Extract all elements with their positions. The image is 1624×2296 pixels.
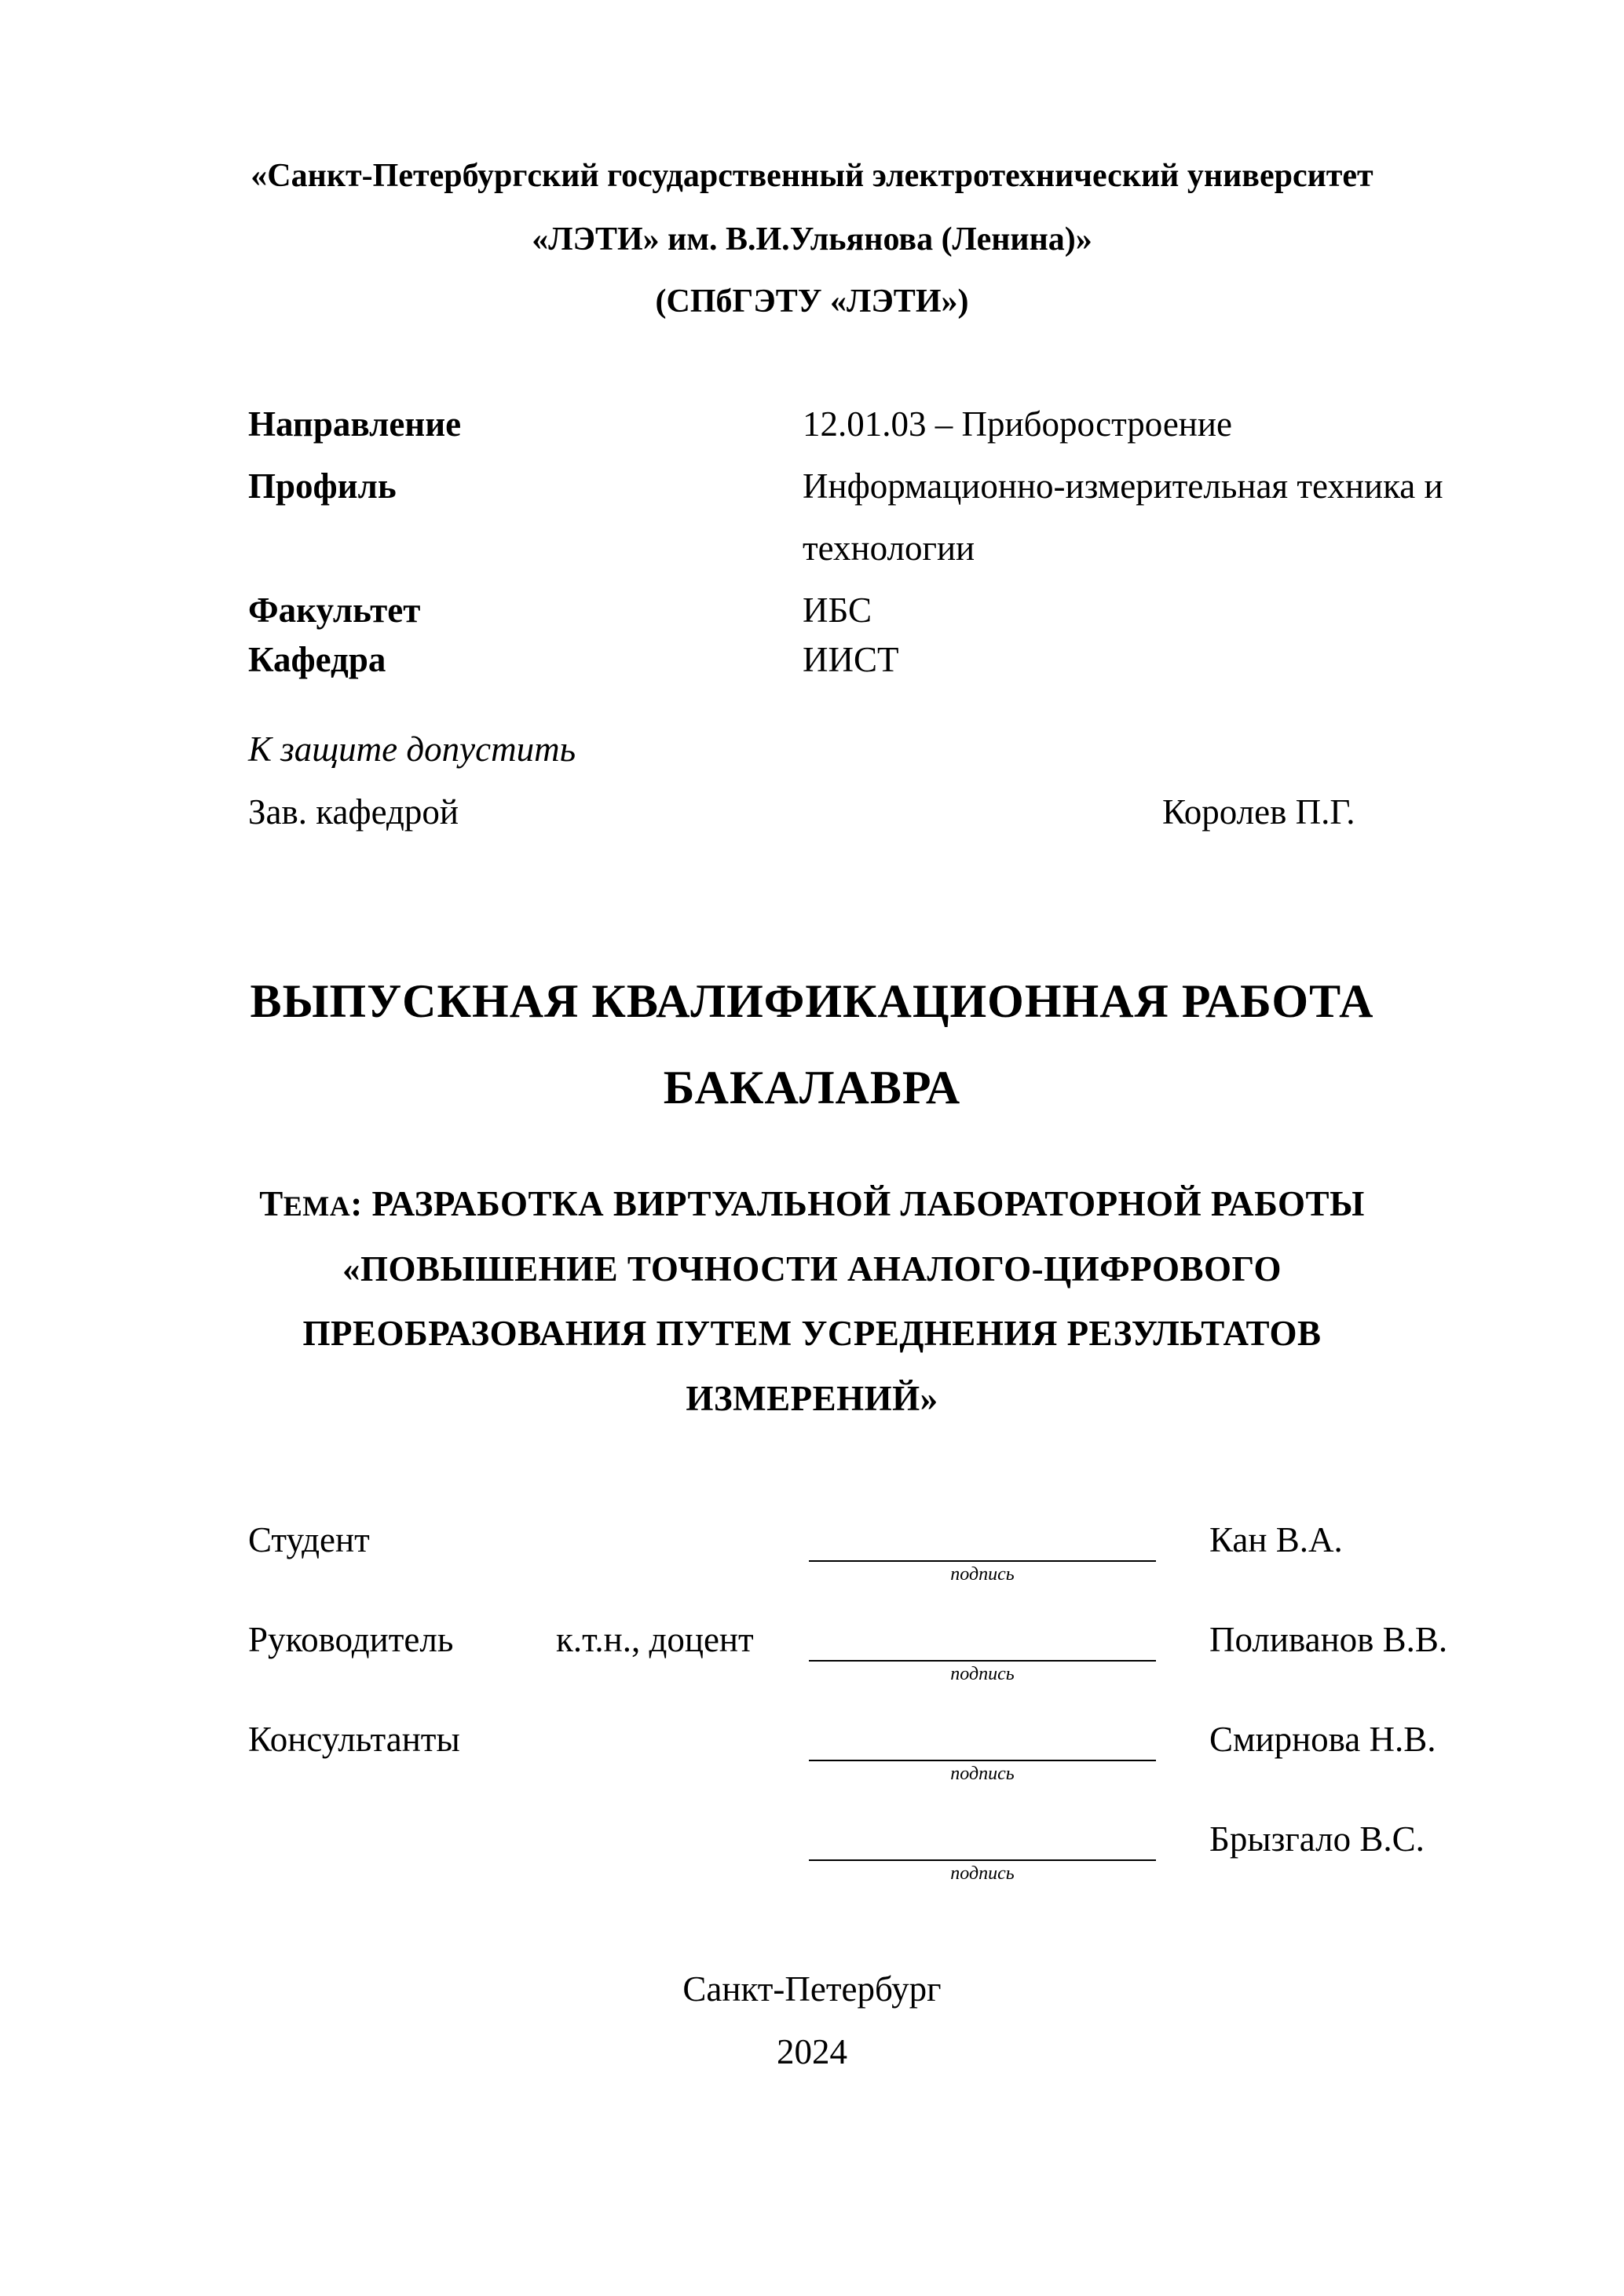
profile-value-line2: технологии: [803, 528, 975, 568]
work-title-line2: БАКАЛАВРА: [663, 1062, 961, 1113]
faculty-value: ИБС: [803, 590, 872, 630]
institution-name-line1: «Санкт-Петербургский государственный электротехнический университет: [251, 158, 1373, 194]
profile-label: Профиль: [248, 466, 397, 506]
signature-caption: подпись: [950, 1764, 1015, 1784]
institution-abbrev: (СПбГЭТУ «ЛЭТИ»): [655, 283, 969, 320]
signature-role-supervisor: Руководитель: [248, 1620, 454, 1659]
signature-line-consultant-2: [809, 1859, 1156, 1861]
signature-line-supervisor: [809, 1660, 1156, 1662]
topic-prefix-initial: Т: [259, 1184, 283, 1223]
head-of-department-label: Зав. кафедрой: [248, 792, 459, 832]
direction-value: 12.01.03 – Приборостроение: [803, 404, 1232, 444]
admission-note: К защите допустить: [248, 729, 576, 769]
signature-line-consultant-1: [809, 1760, 1156, 1761]
signature-name-supervisor: Поливанов В.В.: [1209, 1620, 1448, 1659]
topic-line1-text: РАЗРАБОТКА ВИРТУАЛЬНОЙ ЛАБОРАТОРНОЙ РАБОТЫ: [362, 1184, 1365, 1223]
signature-name-consultant-1: Смирнова Н.В.: [1209, 1720, 1436, 1759]
department-value: ИИСТ: [803, 640, 899, 679]
topic-line2: «ПОВЫШЕНИЕ ТОЧНОСТИ АНАЛОГО-ЦИФРОВОГО: [342, 1249, 1282, 1289]
direction-label: Направление: [248, 404, 462, 444]
signature-caption: подпись: [950, 1863, 1015, 1884]
department-label: Кафедра: [248, 640, 386, 679]
footer-city: Санкт-Петербург: [682, 1969, 942, 2009]
topic-prefix-rest: ЕМА: [283, 1190, 351, 1222]
signature-title-supervisor: к.т.н., доцент: [556, 1620, 754, 1659]
topic-line3: ПРЕОБРАЗОВАНИЯ ПУТЕМ УСРЕДНЕНИЯ РЕЗУЛЬТАТОВ: [302, 1314, 1322, 1353]
signature-caption: подпись: [950, 1564, 1015, 1585]
topic-line4: ИЗМЕРЕНИЙ»: [686, 1379, 938, 1418]
signature-role-consultants: Консультанты: [248, 1720, 460, 1759]
work-title-line1: ВЫПУСКНАЯ КВАЛИФИКАЦИОННАЯ РАБОТА: [250, 975, 1374, 1027]
signature-line-student: [809, 1560, 1156, 1562]
faculty-label: Факультет: [248, 590, 421, 630]
signature-name-consultant-2: Брызгало В.С.: [1209, 1819, 1425, 1859]
topic-prefix-colon: :: [350, 1184, 363, 1223]
signature-caption: подпись: [950, 1664, 1015, 1684]
head-of-department-name: Королев П.Г.: [1162, 792, 1355, 832]
topic-line1: [0, 1186, 1624, 1224]
signature-role-student: Студент: [248, 1520, 370, 1559]
profile-value-line1: Информационно-измерительная техника и: [803, 466, 1443, 506]
institution-name-line2: «ЛЭТИ» им. В.И.Ульянова (Ленина)»: [532, 221, 1092, 258]
footer-year: 2024: [777, 2032, 847, 2071]
signature-name-student: Кан В.А.: [1209, 1520, 1343, 1559]
